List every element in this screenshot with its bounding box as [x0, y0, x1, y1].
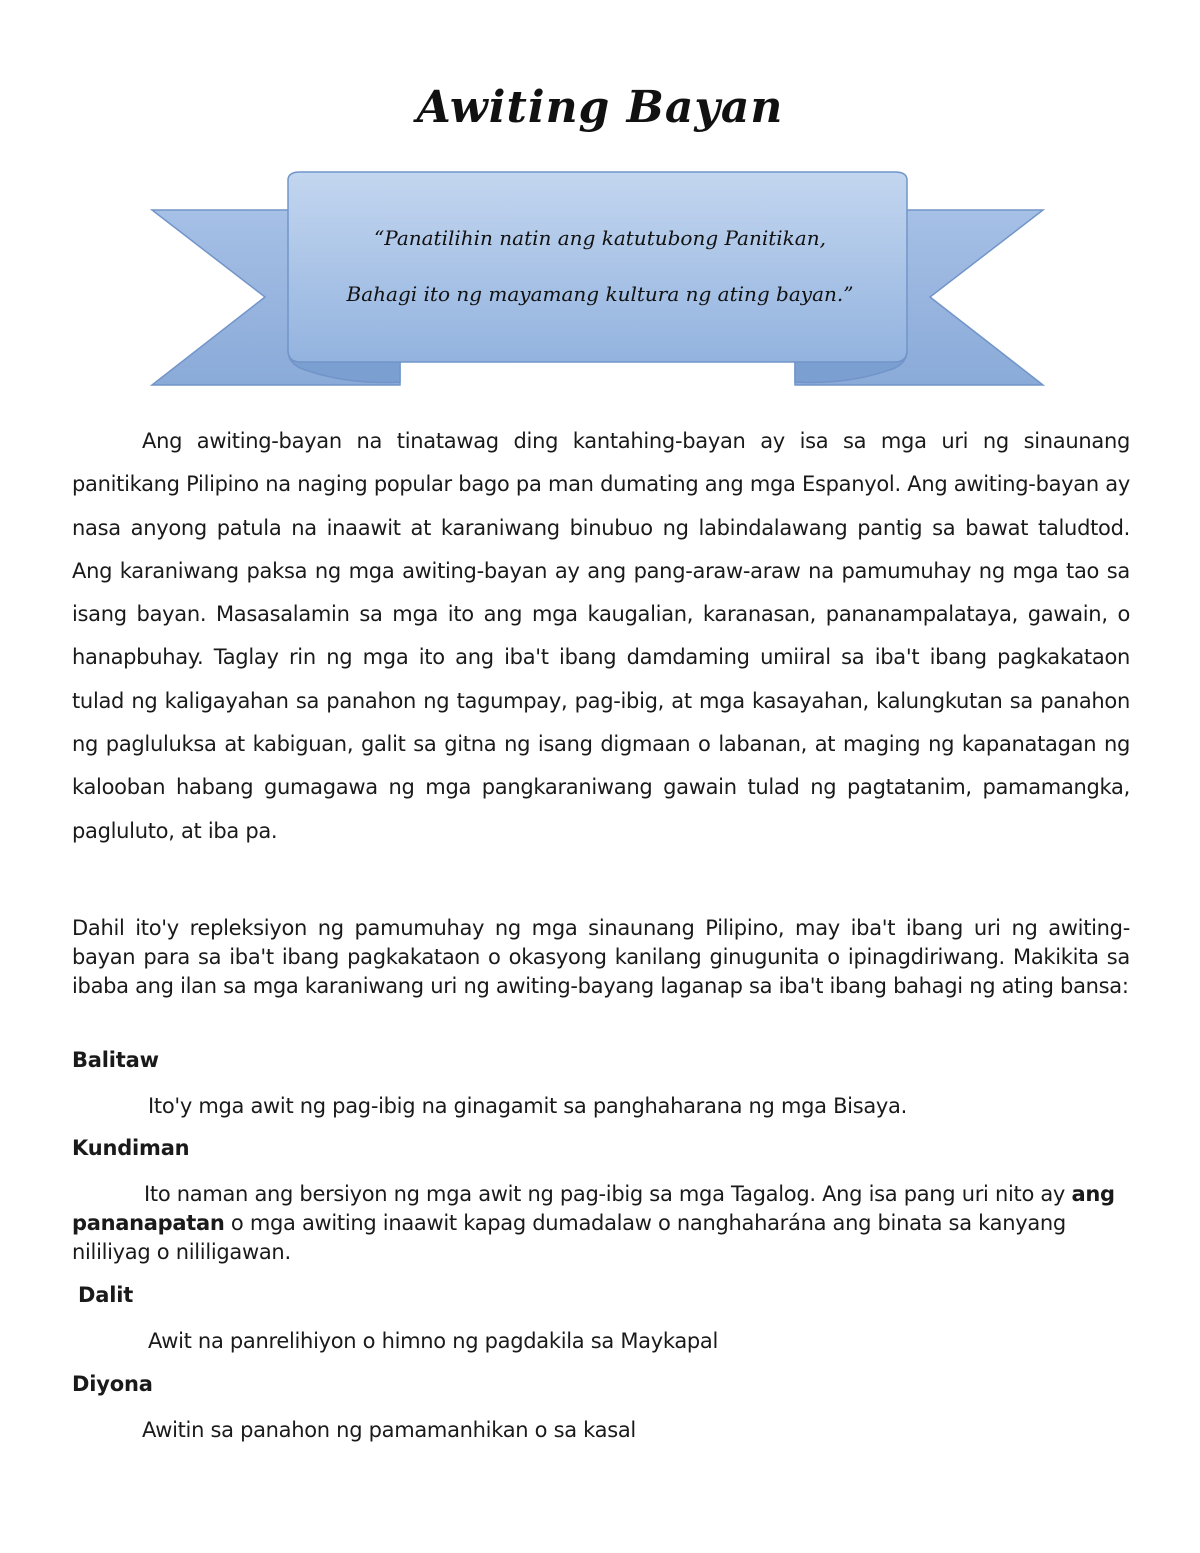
types-intro-paragraph: Dahil ito'y repleksiyon ng pamumuhay ng mga sinaunang Pilipino, may iba't ibang uri ng awiting-bayan para sa iba't ibang pagkakataon o okasyong kanilang ginugunita o ipinagdiriwang. Makikita sa ibaba ang ilan sa mga karaniwang uri ng awiting-bayang laganap sa iba't ibang bahagi ng ating bansa:: [72, 916, 1130, 998]
definition-kundiman-highlight: ang pananapatan: [72, 1182, 1115, 1235]
term-diyona: Diyona: [72, 1372, 153, 1396]
definition-diyona: Awitin sa panahon ng pamamanhikan o sa kasal: [142, 1418, 636, 1442]
term-balitaw: Balitaw: [72, 1048, 159, 1072]
banner-quote: [290, 210, 910, 322]
term-dalit: Dalit: [78, 1283, 134, 1307]
banner-quote-line-2: Bahagi ito ng mayamang kultura ng ating bayan.”: [346, 282, 854, 306]
definition-kundiman-part-2: o mga awiting inaawit kapag dumadalaw o nanghaharána ang binata sa kanyang nililiyag o nililigawan.: [72, 1211, 1066, 1264]
definition-kundiman-part-1: Ito naman ang bersiyon ng mga awit ng pag-ibig sa mga Tagalog. Ang isa pang uri nito ay: [144, 1182, 1072, 1206]
banner-quote-line-1: “Panatilihin natin ang katutubong Panitikan,: [374, 226, 826, 250]
definition-balitaw: Ito'y mga awit ng pag-ibig na ginagamit sa panghaharana ng mga Bisaya.: [148, 1094, 907, 1118]
page-title: Awiting Bayan: [416, 82, 784, 133]
definition-dalit: Awit na panrelihiyon o himno ng pagdakila sa Maykapal: [148, 1329, 719, 1353]
quote-banner: [150, 170, 1045, 390]
intro-paragraph: Ang awiting-bayan na tinatawag ding kantahing-bayan ay isa sa mga uri ng sinaunang panitikang Pilipino na naging popular bago pa man dumating ang mga Espanyol. Ang awiting-bayan ay nasa anyong patula na inaawit at karaniwang binubuo ng labindalawang pantig sa bawat taludtod. Ang karaniwang paksa ng mga awiting-bayan ay ang pang-araw-araw na pamumuhay ng mga tao sa isang bayan. Masasalamin sa mga ito ang mga kaugalian, karanasan, pananampalataya, gawain, o hanapbuhay. Taglay rin ng mga ito ang iba't ibang damdaming umiiral sa iba't ibang pagkakataon tulad ng kaligayahan sa panahon ng tagumpay, pag-ibig, at mga kasayahan, kalungkutan sa panahon ng pagluluksa at kabiguan, galit sa gitna ng isang digmaan o labanan, at maging ng kapanatagan ng kalooban habang gumagawa ng mga pangkaraniwang gawain tulad ng pagtatanim, pamamangka, pagluluto, at iba pa.: [72, 429, 1130, 843]
term-kundiman: Kundiman: [72, 1136, 190, 1160]
definition-kundiman: [72, 1180, 1117, 1267]
